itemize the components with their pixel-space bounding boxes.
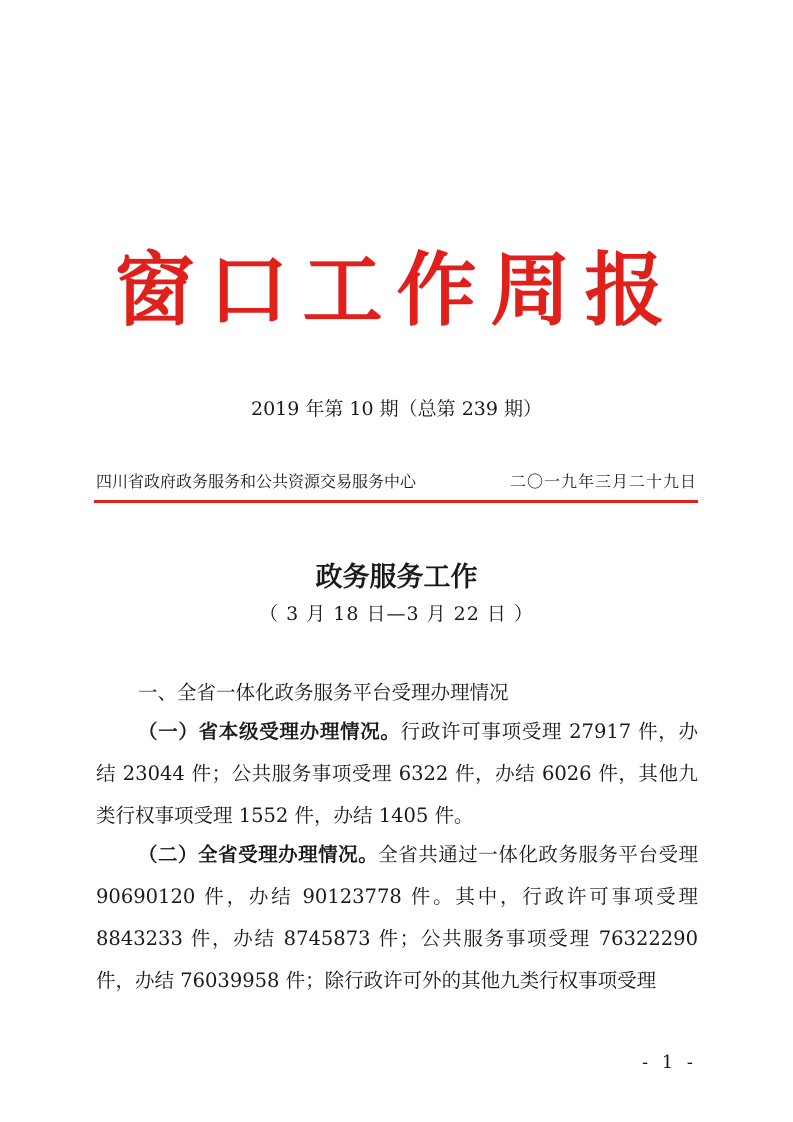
paragraph-2-lead: （二）全省受理办理情况。 xyxy=(138,843,379,866)
heading-1: 一、全省一体化政务服务平台受理办理情况 xyxy=(138,681,509,704)
paragraph-1-text: 行政许可事项受理 27917 件，办结 23044 件；公共服务事项受理 6322 件，办结 6026 件，其他九类行权事项受理 1552 件，办结 1405 件。 xyxy=(96,720,698,827)
issuing-organization: 四川省政府政务服务和公共资源交易服务中心 xyxy=(96,472,417,491)
paragraph-1-lead: （一）省本级受理办理情况。 xyxy=(138,720,401,743)
page-number: - 1 - xyxy=(641,1052,697,1073)
issue-number: 2019 年第 10 期（总第 239 期） xyxy=(251,398,542,420)
paragraph-2-text: 全省共通过一体化政务服务平台受理 90690120 件，办结 90123778 件。其中，行政许可事项受理 8843233 件，办结 8745873 件；公共服务事项受理 76322290 件，办结 76039958 件；除行政许可外的其他九类行权事项受理 xyxy=(96,843,698,992)
masthead-title: 窗口工作周报 xyxy=(114,243,679,337)
paragraph-2 xyxy=(96,834,698,1002)
red-divider xyxy=(94,500,698,503)
section-subtitle: （ 3 月 18 日—3 月 22 日 ） xyxy=(259,603,534,625)
section-title: 政务服务工作 xyxy=(315,562,478,593)
paragraph-1 xyxy=(96,711,698,837)
issue-date: 二〇一九年三月二十九日 xyxy=(509,472,697,491)
